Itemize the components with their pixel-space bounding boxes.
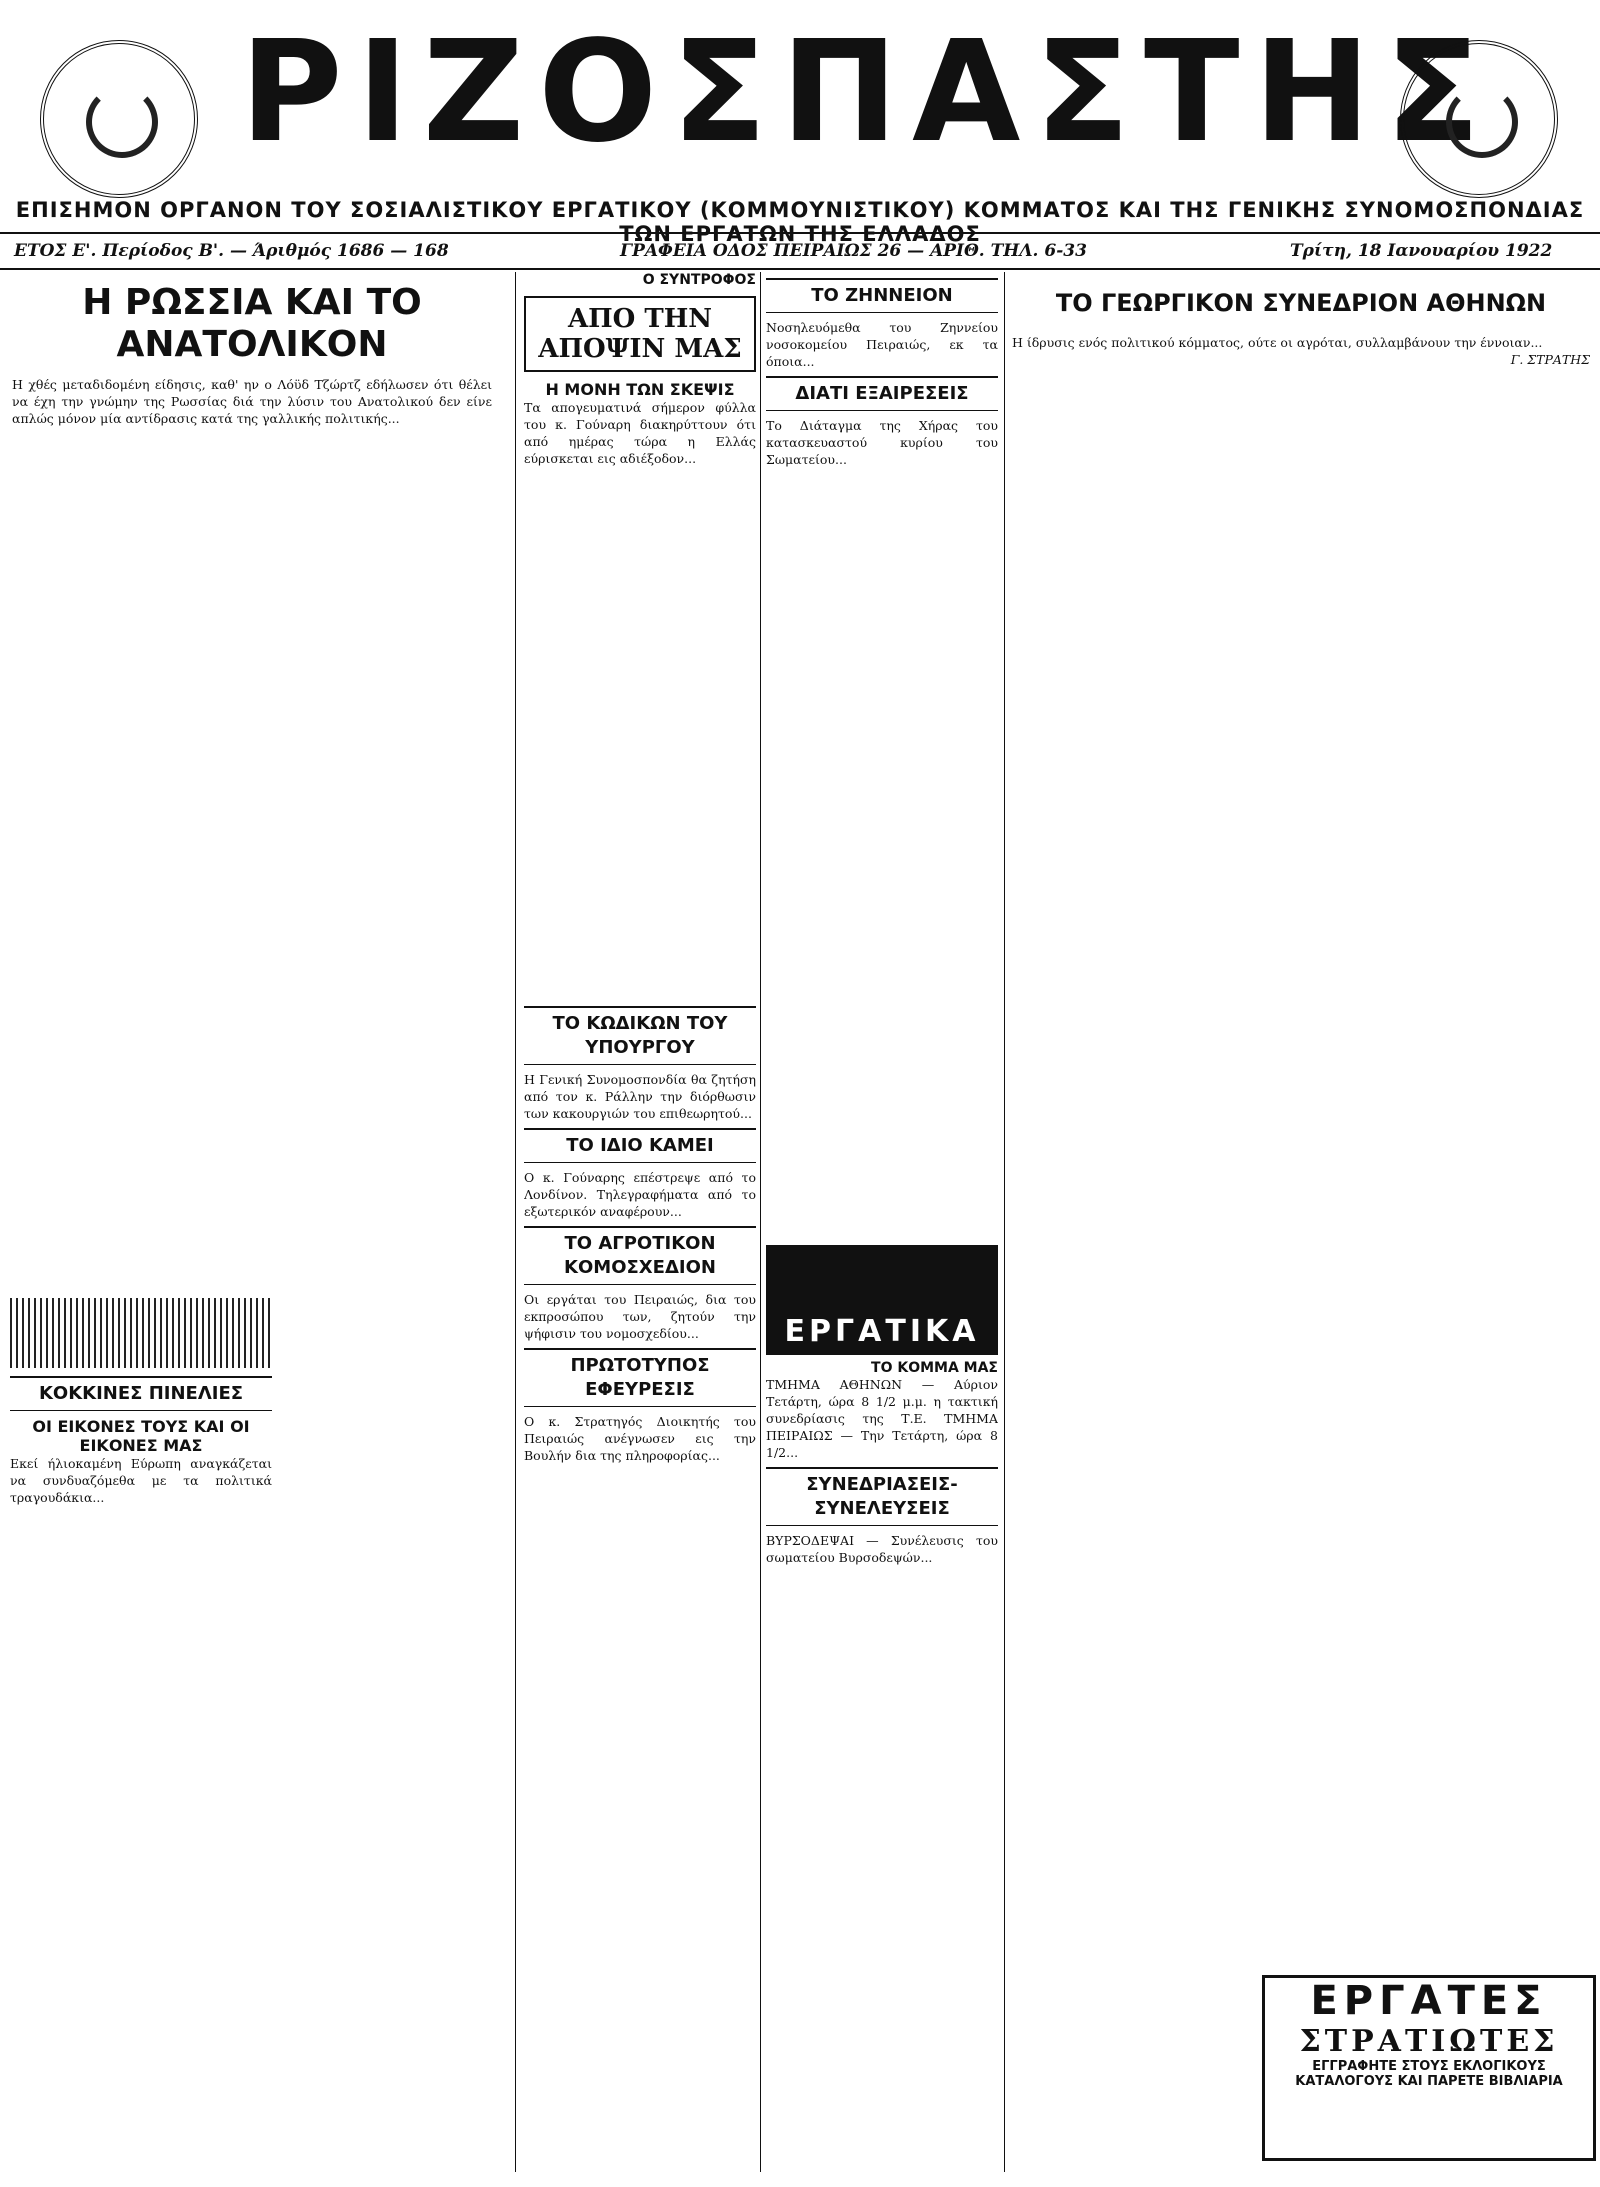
article-title: ΤΟ ΓΕΩΡΓΙΚΟΝ ΣΥΝΕΔΡΙΟΝ ΑΘΗΝΩΝ (1055, 289, 1547, 317)
article-body: Η χθές μεταδιδομένη είδησις, καθ' ην ο Λόϋδ Τζώρτζ εδήλωσεν ότι θέλει να έχη την γνώμην της Ρωσσίας διά την λύσιν του Ανατολικού δεν είνε απλώς μόνον μία αντίδρασις κατά της γαλλικής πολιτικής... (12, 377, 492, 426)
column-ergatika (766, 1360, 998, 2150)
ergatika-banner (766, 1245, 998, 1355)
article-body: ΒΥΡΣΟΔΕΨΑΙ — Συνέλευσις του σωματείου Βυρσοδεψών... (766, 1533, 998, 1565)
article-body: Εκεί ήλιοκαμένη Εύρωπη αναγκάζεται να συνδυαζόμεθα με τα πολιτικά τραγουδάκια... (10, 1456, 272, 1505)
article-title: ΤΟ ΑΓΡΟΤΙΚΟΝ ΚΟΜΟΣΧΕΔΙΟΝ (524, 1226, 756, 1285)
article-body: Το Διάταγμα της Χήρας του κατασκευαστού κυρίου του Σωματείου... (766, 418, 998, 467)
article-body: Τα απογευματινά σήμερον φύλλα του κ. Γούναρη διακηρύττουν ότι από ημέρας τώρα η Ελλάς εύρισκεται εις αδιέξοδον... (524, 400, 756, 466)
article-body: Ο κ. Γούναρης επέστρεψε από το Λονδίνον. Τηλεγραφήματα από το εξωτερικόν αναφέρουν... (524, 1170, 756, 1219)
article-body: ΤΜΗΜΑ ΑΘΗΝΩΝ — Αύριον Τετάρτη, ώρα 8 1/2 μ.μ. η τακτική συνεδρίασις της Τ.Ε. ΤΜΗΜΑ ΠΕΙΡΑΙΩΣ — Την Τετάρτη, ώρα 8 1/2... (766, 1377, 998, 1460)
article-title: ΔΙΑΤΙ ΕΞΑΙΡΕΣΕΙΣ (766, 376, 998, 411)
column-news (524, 1000, 756, 2150)
article-body: Η Γενική Συνομοσπονδία θα ζητήση από τον κ. Ράλλην την διόρθωσιν των κακουργιών του επιθεωρητού... (524, 1072, 756, 1121)
banner-title: ΕΡΓΑΤΙΚΑ (784, 1314, 980, 1349)
article-title: Η ΡΩΣΣΙΑ ΚΑΙ ΤΟ ΑΝΑΤΟΛΙΚΟΝ (82, 282, 422, 365)
issue-number: ΕΤΟΣ Ε'. Περίοδος Β'. — Άριθμός 1686 — 168 (14, 241, 449, 261)
article-title: ΑΠΟ ΤΗΝ ΑΠΟΨΙΝ ΜΑΣ (524, 296, 756, 372)
emblem-left (40, 40, 198, 198)
dateline (0, 232, 1600, 270)
article-body: Ο κ. Στρατηγός Διοικητής του Πειραιώς ανέγνωσεν εις την Βουλήν δια της πληροφορίας... (524, 1414, 756, 1463)
article-subtitle: ΤΟ ΚΟΜΜΑ ΜΑΣ (871, 1360, 998, 1376)
article-title: ΤΟ ΖΗΝΝΕΙΟΝ (766, 278, 998, 313)
article-synedrion (1012, 272, 1590, 2172)
ad-line1: ΕΡΓΑΤΕΣ (1310, 1978, 1548, 2024)
newspaper-title: ΡΙΖΟΣΠΑΣΤΗΣ (240, 11, 1495, 174)
engraving-image (10, 1298, 272, 1368)
article-subtitle: ΟΙ ΕΙΚΟΝΕΣ ΤΟΥΣ ΚΑΙ ΟΙ ΕΙΚΟΝΕΣ ΜΑΣ (32, 1417, 250, 1455)
ergates-ad (1262, 1975, 1596, 2161)
article-body: Οι εργάται του Πειραιώς, δια του εκπροσώπου των, ζητούν την ψήφισιν του νομοσχεδίου... (524, 1292, 756, 1341)
article-title: ΤΟ ΚΩΔΙΚΩΝ ΤΟΥ ΥΠΟΥΡΓΟΥ (524, 1006, 756, 1065)
issue-date: Τρίτη, 18 Ιανουαρίου 1922 (1290, 241, 1553, 261)
article-signature: Γ. ΣΤΡΑΤΗΣ (1510, 352, 1590, 367)
article-body: Νοσηλευόμεθα του Ζηννείου νοσοκομείου Πειραιώς, εκ τα όποια... (766, 320, 998, 369)
masthead-subtitle: ΕΠΙΣΗΜΟΝ ΟΡΓΑΝΟΝ ΤΟΥ ΣΟΣΙΑΛΙΣΤΙΚΟΥ ΕΡΓΑΤΙΚΟΥ (ΚΟΜΜΟΥΝΙΣΤΙΚΟΥ) ΚΟΜΜΑΤΟΣ ΚΑΙ ΤΗΣ ΓΕΝΙΚΗΣ ΣΥΝΟΜΟΣΠΟΝΔΙΑΣ ΤΩΝ ΕΡΓΑΤΩΝ ΤΗΣ ΕΛΛΑΔΟΣ (15, 198, 1585, 246)
column-rule (1004, 272, 1005, 2172)
office-address: ΓΡΑΦΕΙΑ ΟΔΟΣ ΠΕΙΡΑΙΩΣ 26 — ΑΡΙΘ. ΤΗΛ. 6-33 (620, 241, 1087, 261)
article-title: ΤΟ ΙΔΙΟ ΚΑΜΕΙ (524, 1128, 756, 1163)
article-subtitle: Η ΜΟΝΗ ΤΩΝ ΣΚΕΨΙΣ (545, 380, 735, 399)
article-body: Η ίδρυσις ενός πολιτικού κόμματος, ούτε οι αγρόται, συλλαμβάνουν την έννοιαν... (1012, 335, 1543, 350)
emblem-right (1400, 40, 1558, 198)
article-title: ΚΟΚΚΙΝΕΣ ΠΙΝΕΛΙΕΣ (10, 1376, 272, 1411)
column-rule (515, 272, 516, 2172)
ad-line2: ΣΤΡΑΤΙΩΤΕΣ (1299, 2024, 1559, 2059)
column-rule (760, 272, 761, 2172)
article-pineis (10, 1290, 272, 2150)
article-label: Ο ΣΥΝΤΡΟΦΟΣ (642, 272, 756, 288)
article-title: ΠΡΩΤΟΤΥΠΟΣ ΕΦΕΥΡΕΣΙΣ (524, 1348, 756, 1407)
article-title: ΣΥΝΕΔΡΙΑΣΕΙΣ-ΣΥΝΕΛΕΥΣΕΙΣ (766, 1467, 998, 1526)
ad-text: ΕΓΓΡΑΦΗΤΕ ΣΤΟΥΣ ΕΚΛΟΓΙΚΟΥΣ ΚΑΤΑΛΟΓΟΥΣ ΚΑΙ ΠΑΡΕΤΕ ΒΙΒΛΙΑΡΙΑ (1295, 2059, 1563, 2089)
masthead (0, 0, 1600, 190)
